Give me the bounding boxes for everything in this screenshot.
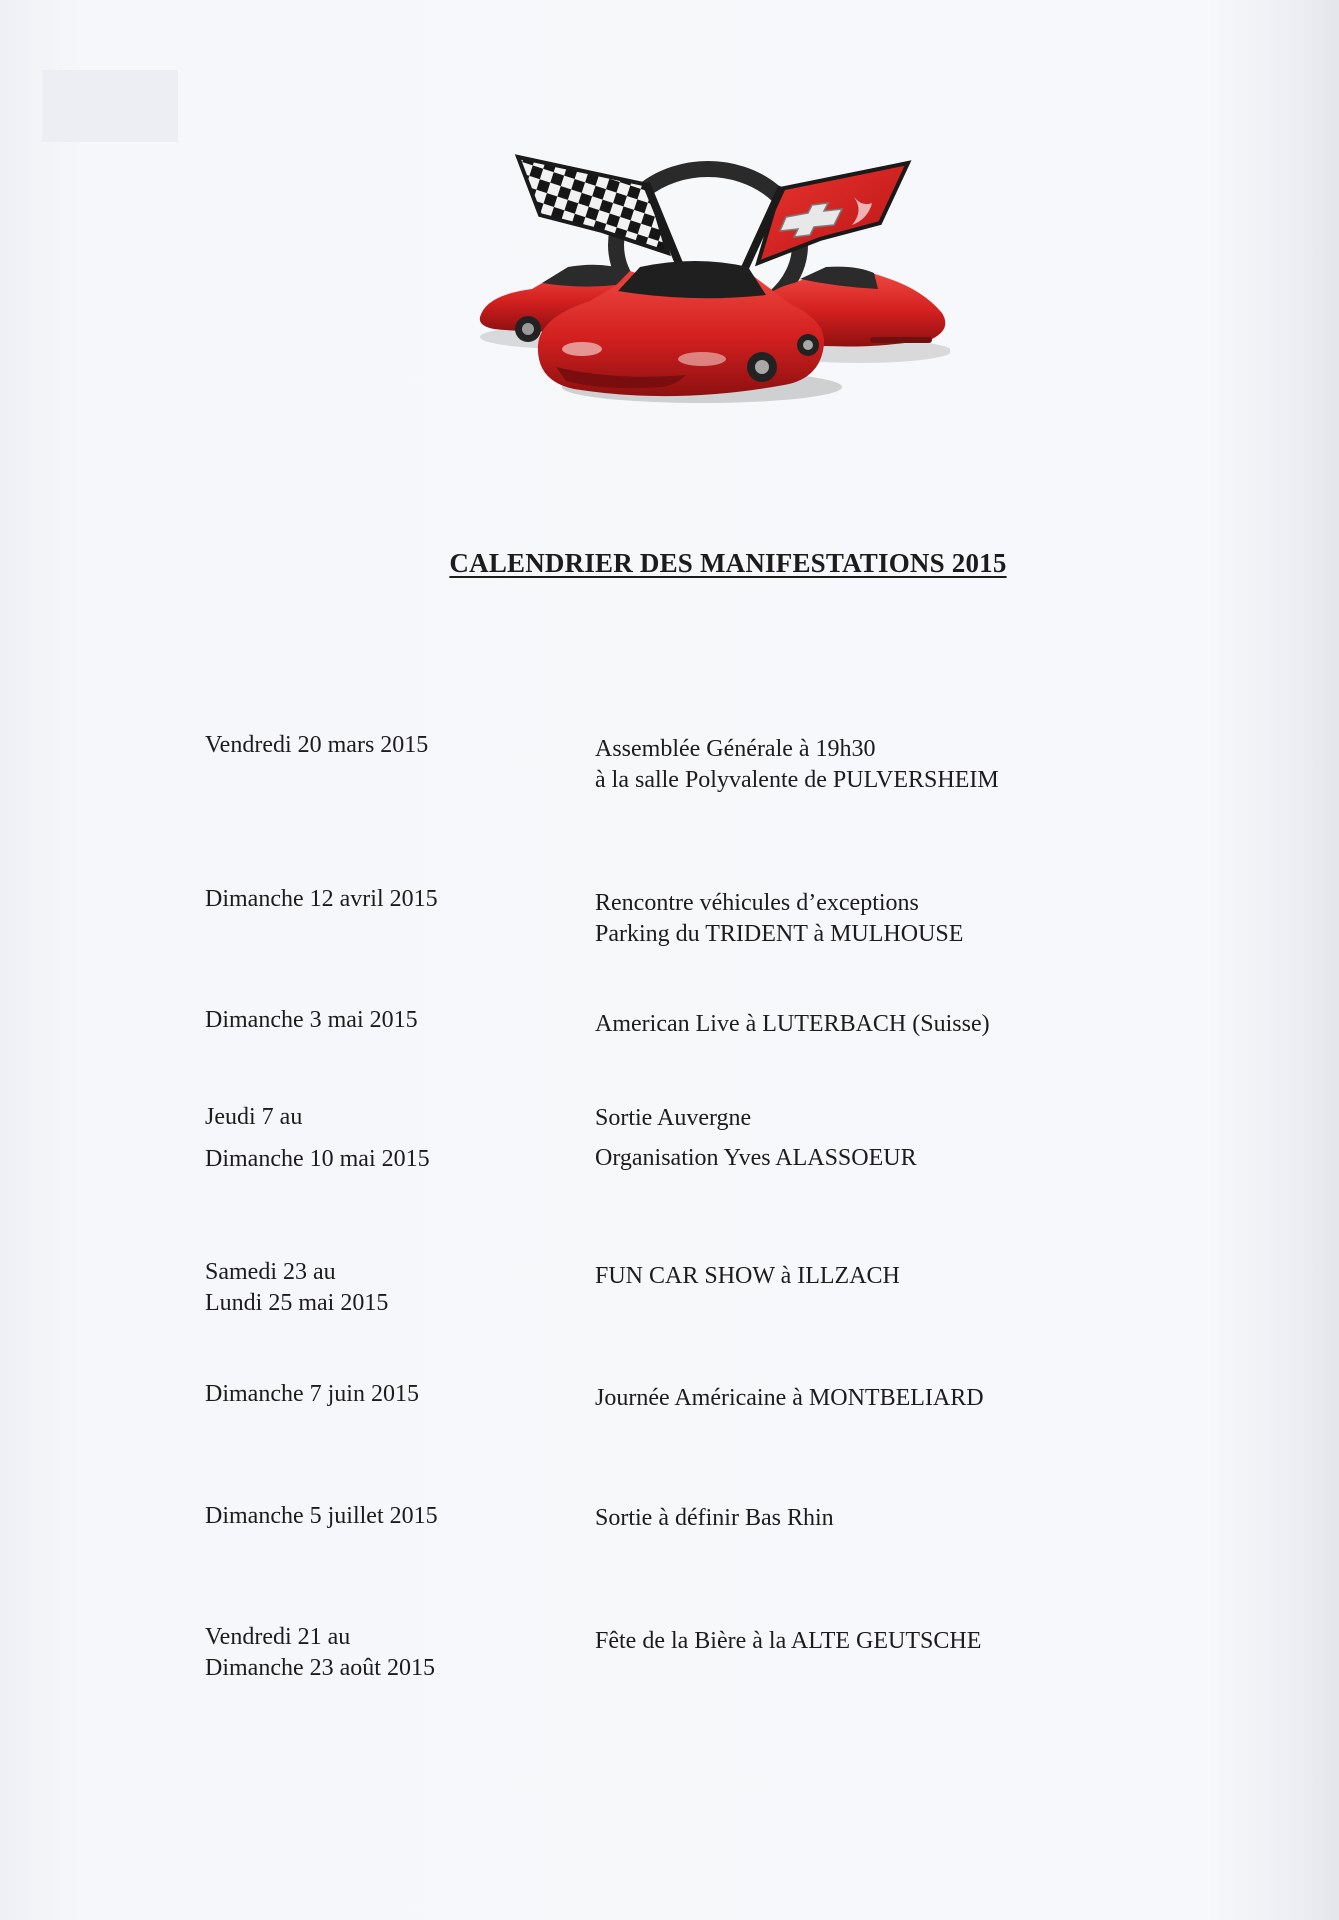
page-title bbox=[0, 548, 1339, 579]
event-description bbox=[595, 1261, 900, 1292]
event-date-line: Dimanche 12 avril 2015 bbox=[205, 886, 438, 912]
event-description-line: American Live à LUTERBACH (Suisse) bbox=[595, 1011, 990, 1037]
event-description-line: FUN CAR SHOW à ILLZACH bbox=[595, 1263, 900, 1289]
event-description bbox=[595, 1383, 984, 1414]
event-description-line: Fête de la Bière à la ALTE GEUTSCHE bbox=[595, 1628, 982, 1654]
event-description-line: Sortie Auvergne bbox=[595, 1105, 752, 1131]
event-date-line: Jeudi 7 au bbox=[205, 1104, 303, 1130]
event-date bbox=[205, 1005, 418, 1036]
event-description bbox=[595, 1626, 981, 1657]
page-title-text: CALENDRIER DES MANIFESTATIONS 2015 bbox=[449, 548, 1007, 578]
event-description bbox=[595, 734, 999, 796]
event-date-line: Vendredi 20 mars 2015 bbox=[205, 732, 429, 758]
event-description bbox=[595, 1009, 990, 1040]
event-date-line: Dimanche 23 août 2015 bbox=[205, 1655, 435, 1681]
corvette-crossed-flags-logo-icon bbox=[470, 145, 950, 425]
event-date-line: Dimanche 3 mai 2015 bbox=[205, 1007, 418, 1033]
event-description-line: Journée Américaine à MONTBELIARD bbox=[595, 1385, 984, 1411]
event-description-line: Organisation Yves ALASSOEUR bbox=[595, 1145, 917, 1171]
event-date bbox=[205, 730, 428, 761]
event-date bbox=[205, 1501, 438, 1532]
event-description-line: à la salle Polyvalente de PULVERSHEIM bbox=[595, 767, 999, 793]
event-description-line: Sortie à définir Bas Rhin bbox=[595, 1505, 834, 1531]
event-date-line: Lundi 25 mai 2015 bbox=[205, 1290, 389, 1316]
scan-artifact bbox=[42, 70, 178, 142]
event-date-line: Samedi 23 au bbox=[205, 1259, 336, 1285]
event-date bbox=[205, 1379, 419, 1410]
event-date-line: Dimanche 10 mai 2015 bbox=[205, 1146, 430, 1172]
event-description-line: Parking du TRIDENT à MULHOUSE bbox=[595, 921, 964, 947]
event-description-line: Assemblée Générale à 19h30 bbox=[595, 736, 876, 762]
event-description-line: Rencontre véhicules d’exceptions bbox=[595, 890, 919, 916]
event-date bbox=[205, 1257, 388, 1319]
event-description bbox=[595, 1098, 917, 1178]
event-date-line: Vendredi 21 au bbox=[205, 1624, 351, 1650]
event-date bbox=[205, 1622, 435, 1684]
event-date bbox=[205, 884, 438, 915]
event-description bbox=[595, 888, 963, 950]
event-date bbox=[205, 1096, 430, 1180]
event-description bbox=[595, 1503, 834, 1534]
event-date-line: Dimanche 7 juin 2015 bbox=[205, 1381, 419, 1407]
event-date-line: Dimanche 5 juillet 2015 bbox=[205, 1503, 438, 1529]
